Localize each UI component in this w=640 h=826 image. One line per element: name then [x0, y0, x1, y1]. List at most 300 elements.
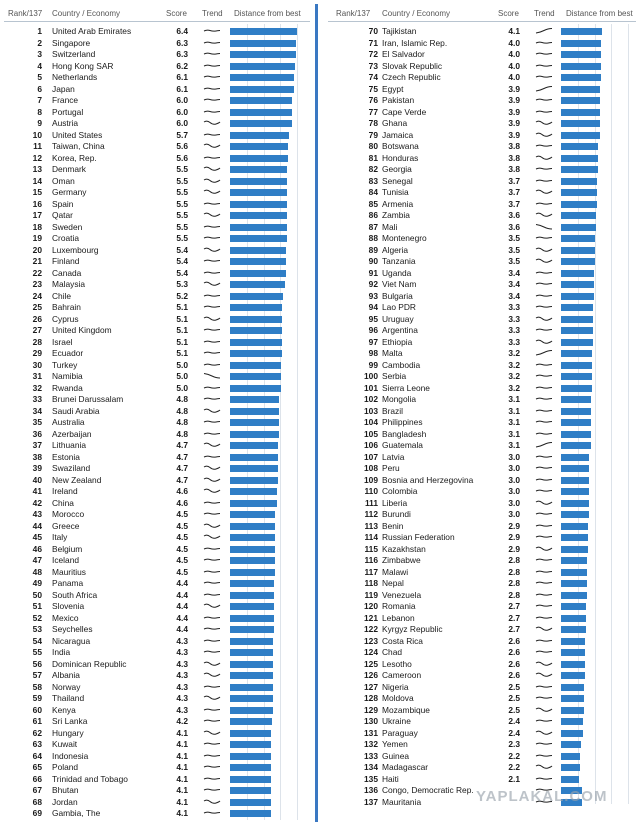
rank-cell: 84	[368, 187, 378, 197]
rank-cell: 123	[364, 635, 378, 646]
table-row	[0, 268, 312, 280]
country-cell: Netherlands	[52, 72, 98, 82]
distance-bar	[230, 178, 287, 185]
distance-bar	[561, 603, 586, 610]
distance-bar	[230, 304, 282, 311]
distance-bar-track	[561, 304, 628, 311]
distance-bar-track	[230, 350, 297, 357]
table-row	[320, 325, 640, 337]
rank-cell: 15	[32, 187, 42, 197]
country-cell: Germany	[52, 187, 87, 197]
distance-bar-track	[230, 626, 297, 633]
distance-bar	[561, 753, 580, 760]
score-cell: 5.1	[176, 313, 188, 324]
trend-sparkline-icon	[203, 361, 221, 369]
table-row	[0, 107, 312, 119]
trend-sparkline-icon	[535, 522, 553, 530]
score-cell: 3.1	[508, 405, 520, 416]
trend-sparkline-icon	[203, 648, 221, 656]
distance-bar-track	[230, 500, 297, 507]
country-cell: Argentina	[382, 325, 418, 335]
score-cell: 2.8	[508, 578, 520, 588]
country-cell: Brunei Darussalam	[52, 394, 124, 404]
table-row	[320, 130, 640, 142]
table-row	[0, 130, 312, 142]
score-cell: 6.3	[176, 37, 188, 48]
distance-bar-track	[230, 741, 297, 748]
rank-cell: 136	[364, 785, 378, 795]
trend-sparkline-icon	[203, 671, 221, 679]
table-row	[320, 601, 640, 613]
rank-cell: 87	[368, 221, 378, 232]
country-cell: Mexico	[52, 612, 79, 623]
rank-cell: 54	[32, 635, 42, 646]
table-row	[0, 440, 312, 452]
distance-bar-track	[230, 178, 297, 185]
distance-bar	[230, 534, 275, 541]
score-cell: 5.1	[176, 336, 188, 347]
rank-cell: 108	[364, 463, 378, 473]
score-cell: 3.4	[508, 290, 520, 301]
table-row	[0, 567, 312, 579]
score-cell: 5.6	[176, 141, 188, 151]
score-cell: 4.5	[176, 520, 188, 531]
trend-sparkline-icon	[203, 315, 221, 323]
distance-bar	[561, 86, 600, 93]
country-cell: Kenya	[52, 704, 76, 715]
distance-bar-track	[561, 615, 628, 622]
score-cell: 4.7	[176, 440, 188, 450]
country-cell: New Zealand	[52, 474, 102, 485]
table-row	[320, 394, 640, 406]
distance-bar	[230, 281, 285, 288]
distance-bar	[230, 603, 274, 610]
trend-sparkline-icon	[535, 246, 553, 254]
trend-sparkline-icon	[535, 602, 553, 610]
table-row	[0, 314, 312, 326]
trend-sparkline-icon	[203, 809, 221, 817]
country-cell: Namibia	[52, 371, 83, 381]
country-cell: Cape Verde	[382, 106, 427, 117]
trend-sparkline-icon	[535, 763, 553, 771]
distance-bar-track	[561, 465, 628, 472]
table-row	[0, 256, 312, 268]
rank-cell: 65	[32, 762, 42, 772]
trend-sparkline-icon	[203, 119, 221, 127]
distance-bar	[230, 97, 292, 104]
rank-cell: 74	[368, 72, 378, 82]
score-cell: 4.7	[176, 451, 188, 462]
score-cell: 4.3	[176, 647, 188, 657]
distance-bar	[561, 500, 589, 507]
distance-bar-track	[561, 120, 628, 127]
table-row	[320, 245, 640, 257]
distance-bar	[561, 592, 587, 599]
distance-bar	[561, 201, 597, 208]
score-cell: 3.3	[508, 313, 520, 324]
country-cell: Tajikistan	[382, 26, 417, 36]
trend-sparkline-icon	[203, 108, 221, 116]
trend-sparkline-icon	[203, 372, 221, 380]
distance-bar-track	[230, 293, 297, 300]
table-row	[0, 383, 312, 395]
rank-cell: 99	[368, 359, 378, 370]
score-cell: 3.8	[508, 141, 520, 151]
table-row	[0, 417, 312, 429]
rank-cell: 12	[32, 152, 42, 163]
table-row	[0, 762, 312, 774]
trend-sparkline-icon	[203, 510, 221, 518]
table-row	[0, 49, 312, 61]
trend-sparkline-icon	[203, 142, 221, 150]
table-row	[0, 153, 312, 165]
table-row	[320, 383, 640, 395]
trend-sparkline-icon	[203, 292, 221, 300]
trend-sparkline-icon	[203, 545, 221, 553]
table-row	[320, 84, 640, 96]
rank-cell: 17	[32, 210, 42, 220]
distance-bar	[561, 764, 580, 771]
distance-bar	[230, 810, 271, 817]
rank-cell: 111	[364, 497, 378, 508]
distance-bar	[561, 293, 594, 300]
trend-sparkline-icon	[203, 338, 221, 346]
country-cell: Dominican Republic	[52, 658, 127, 669]
score-cell: 3.0	[508, 474, 520, 485]
rank-cell: 94	[368, 302, 378, 312]
trend-sparkline-icon	[203, 786, 221, 794]
rank-cell: 34	[32, 405, 42, 416]
score-cell: 5.1	[176, 302, 188, 312]
country-cell: Sri Lanka	[52, 716, 88, 726]
distance-bar-track	[561, 557, 628, 564]
score-cell: 3.3	[508, 325, 520, 335]
distance-bar-track	[230, 649, 297, 656]
country-cell: Senegal	[382, 175, 413, 186]
country-cell: Pakistan	[382, 95, 415, 105]
score-cell: 3.6	[508, 221, 520, 232]
country-cell: Hong Kong SAR	[52, 60, 114, 71]
distance-bar-track	[230, 396, 297, 403]
score-cell: 5.1	[176, 325, 188, 335]
country-cell: Paraguay	[382, 727, 418, 738]
trend-sparkline-icon	[203, 476, 221, 484]
country-cell: Mauritania	[382, 796, 422, 807]
country-cell: Peru	[382, 463, 400, 473]
rank-cell: 64	[32, 750, 42, 761]
distance-bar-track	[561, 350, 628, 357]
trend-sparkline-icon	[535, 453, 553, 461]
country-cell: Uganda	[382, 267, 412, 278]
table-row	[320, 302, 640, 314]
distance-bar-track	[230, 603, 297, 610]
table-row	[320, 486, 640, 498]
distance-bar	[561, 132, 600, 139]
country-cell: Poland	[52, 762, 79, 772]
rank-cell: 20	[32, 244, 42, 255]
distance-bar-track	[230, 201, 297, 208]
country-cell: Serbia	[382, 371, 407, 381]
country-cell: Mali	[382, 221, 398, 232]
rank-cell: 41	[32, 486, 42, 496]
score-cell: 2.6	[508, 658, 520, 669]
table-row	[0, 452, 312, 464]
country-cell: Yemen	[382, 739, 408, 749]
distance-bar-track	[230, 362, 297, 369]
distance-bar	[561, 316, 593, 323]
header-trend: Trend	[202, 9, 223, 18]
table-row	[320, 406, 640, 418]
score-cell: 2.2	[508, 762, 520, 772]
table-row	[0, 337, 312, 349]
distance-bar	[561, 557, 587, 564]
distance-bar-track	[561, 500, 628, 507]
table-row	[0, 636, 312, 648]
trend-sparkline-icon	[535, 625, 553, 633]
table-row	[320, 613, 640, 625]
table-row	[0, 705, 312, 717]
distance-bar	[561, 166, 598, 173]
country-cell: Kyrgyz Republic	[382, 624, 443, 634]
score-cell: 3.1	[508, 440, 520, 450]
rank-cell: 16	[32, 198, 42, 209]
rank-cell: 105	[364, 428, 378, 439]
table-row	[0, 797, 312, 809]
trend-sparkline-icon	[535, 361, 553, 369]
score-cell: 4.1	[176, 762, 188, 772]
trend-sparkline-icon	[203, 614, 221, 622]
rank-cell: 49	[32, 578, 42, 588]
country-cell: Madagascar	[382, 762, 429, 772]
distance-bar	[561, 362, 592, 369]
distance-bar-track	[230, 304, 297, 311]
table-row	[320, 187, 640, 199]
score-cell: 4.1	[176, 739, 188, 749]
distance-bar-track	[230, 339, 297, 346]
distance-bar	[561, 695, 584, 702]
table-row	[320, 72, 640, 84]
distance-bar	[230, 684, 273, 691]
trend-sparkline-icon	[203, 395, 221, 403]
rank-cell: 129	[364, 704, 378, 715]
distance-bar-track	[230, 28, 297, 35]
distance-bar	[561, 465, 589, 472]
country-cell: Venezuela	[382, 589, 422, 600]
trend-sparkline-icon	[203, 177, 221, 185]
rank-cell: 38	[32, 451, 42, 462]
table-row	[320, 590, 640, 602]
header-rank: Rank/137	[8, 9, 43, 18]
country-cell: Colombia	[382, 486, 418, 496]
table-row	[0, 613, 312, 625]
distance-bar	[561, 63, 601, 70]
rank-cell: 42	[32, 497, 42, 508]
country-cell: Lithuania	[52, 440, 86, 450]
trend-sparkline-icon	[535, 441, 553, 449]
header-country: Country / Economy	[382, 9, 451, 18]
country-cell: Egypt	[382, 83, 404, 94]
table-row	[0, 659, 312, 671]
distance-bar-track	[561, 281, 628, 288]
distance-bar	[561, 477, 589, 484]
score-cell: 4.3	[176, 635, 188, 646]
score-cell: 3.2	[508, 382, 520, 393]
distance-bar-track	[561, 212, 628, 219]
distance-bar-track	[561, 143, 628, 150]
distance-bar	[561, 534, 588, 541]
trend-sparkline-icon	[535, 85, 553, 93]
distance-bar-track	[561, 28, 628, 35]
trend-sparkline-icon	[535, 694, 553, 702]
rank-cell: 116	[364, 555, 378, 565]
rank-cell: 73	[368, 60, 378, 71]
distance-bar-track	[230, 672, 297, 679]
score-cell: 4.1	[176, 750, 188, 761]
table-row	[320, 95, 640, 107]
table-row	[0, 141, 312, 153]
distance-bar	[230, 661, 273, 668]
distance-bar-track	[230, 51, 297, 58]
distance-bar-track	[230, 155, 297, 162]
rank-cell: 52	[32, 612, 42, 623]
trend-sparkline-icon	[535, 740, 553, 748]
score-cell: 6.0	[176, 118, 188, 128]
score-cell: 2.2	[508, 750, 520, 761]
rank-cell: 80	[368, 141, 378, 151]
distance-bar	[561, 523, 588, 530]
trend-sparkline-icon	[203, 234, 221, 242]
table-row	[0, 72, 312, 84]
country-cell: Romania	[382, 601, 416, 611]
rank-cell: 11	[33, 141, 42, 151]
distance-bar	[561, 615, 586, 622]
score-cell: 3.6	[508, 210, 520, 220]
table-row	[0, 61, 312, 73]
country-cell: Tanzania	[382, 256, 416, 266]
distance-bar-track	[230, 534, 297, 541]
distance-bar-track	[230, 281, 297, 288]
distance-bar	[230, 51, 296, 58]
table-row	[0, 751, 312, 763]
table-row	[320, 291, 640, 303]
trend-sparkline-icon	[535, 62, 553, 70]
distance-bar	[230, 477, 278, 484]
distance-bar-track	[230, 212, 297, 219]
score-cell: 5.5	[176, 233, 188, 243]
table-row	[0, 164, 312, 176]
score-cell: 5.5	[176, 164, 188, 174]
rank-cell: 120	[364, 601, 378, 611]
distance-bar-track	[561, 385, 628, 392]
country-cell: Czech Republic	[382, 72, 441, 82]
country-cell: Bulgaria	[382, 290, 413, 301]
distance-bar-track	[230, 431, 297, 438]
table-row	[0, 245, 312, 257]
table-row	[320, 693, 640, 705]
distance-bar	[230, 235, 287, 242]
rank-cell: 92	[368, 279, 378, 289]
rank-cell: 134	[364, 762, 378, 772]
trend-sparkline-icon	[203, 464, 221, 472]
table-row	[0, 38, 312, 50]
country-cell: Lao PDR	[382, 302, 416, 312]
distance-bar	[561, 281, 594, 288]
distance-bar-track	[230, 316, 297, 323]
trend-sparkline-icon	[203, 683, 221, 691]
rank-cell: 125	[364, 658, 378, 669]
rank-cell: 97	[368, 336, 378, 347]
score-cell: 4.1	[176, 808, 188, 818]
score-cell: 3.2	[508, 348, 520, 358]
distance-bar	[561, 511, 589, 518]
table-row	[320, 360, 640, 372]
distance-bar-track	[230, 787, 297, 794]
country-cell: Kazakhstan	[382, 543, 426, 554]
distance-bar-track	[561, 626, 628, 633]
table-row	[0, 475, 312, 487]
distance-bar-track	[561, 546, 628, 553]
rank-cell: 131	[364, 727, 378, 738]
table-row	[320, 509, 640, 521]
score-cell: 3.0	[508, 497, 520, 508]
table-row	[320, 118, 640, 130]
distance-bar	[230, 247, 286, 254]
distance-bar	[230, 396, 279, 403]
distance-bar-track	[561, 730, 628, 737]
distance-bar-track	[561, 224, 628, 231]
table-row	[0, 578, 312, 590]
table-row	[0, 187, 312, 199]
distance-bar	[561, 741, 581, 748]
distance-bar-track	[561, 534, 628, 541]
trend-sparkline-icon	[535, 545, 553, 553]
distance-bar	[230, 224, 287, 231]
country-cell: Greece	[52, 520, 80, 531]
score-cell: 5.7	[176, 129, 188, 140]
country-cell: Switzerland	[52, 49, 96, 59]
country-cell: South Africa	[52, 589, 98, 600]
country-cell: Ethiopia	[382, 336, 413, 347]
rank-cell: 86	[368, 210, 378, 220]
trend-sparkline-icon	[535, 752, 553, 760]
country-cell: Iran, Islamic Rep.	[382, 37, 448, 48]
rank-cell: 121	[364, 612, 378, 623]
distance-bar-track	[561, 776, 628, 783]
score-cell: 2.7	[508, 612, 520, 623]
table-row	[0, 682, 312, 694]
score-cell: 5.5	[176, 221, 188, 232]
distance-bar-track	[561, 293, 628, 300]
country-cell: France	[52, 95, 79, 105]
trend-sparkline-icon	[535, 395, 553, 403]
distance-bar	[230, 373, 281, 380]
rank-cell: 117	[364, 566, 378, 577]
distance-bar-track	[230, 569, 297, 576]
distance-bar	[561, 661, 585, 668]
trend-sparkline-icon	[535, 671, 553, 679]
rank-cell: 62	[32, 727, 42, 738]
score-cell: 3.0	[508, 509, 520, 519]
score-cell: 2.9	[508, 543, 520, 554]
rank-cell: 45	[32, 532, 42, 542]
rank-cell: 8	[37, 106, 42, 117]
country-cell: India	[52, 647, 71, 657]
distance-bar-track	[230, 408, 297, 415]
country-cell: Panama	[52, 578, 84, 588]
country-cell: Bangladesh	[382, 428, 427, 439]
table-row	[320, 233, 640, 245]
country-cell: Cameroon	[382, 670, 422, 680]
